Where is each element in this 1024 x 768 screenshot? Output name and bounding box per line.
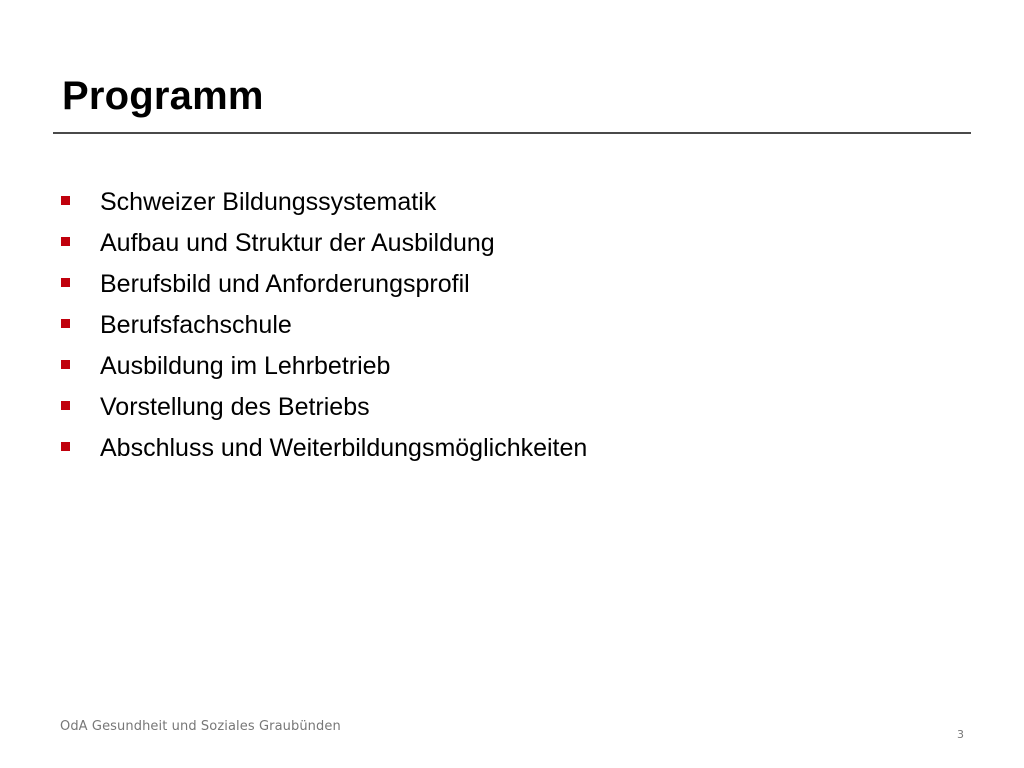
square-bullet-icon	[61, 401, 70, 410]
list-item	[61, 305, 587, 346]
list-item-text: Schweizer Bildungssystematik	[100, 188, 437, 216]
square-bullet-icon	[61, 196, 70, 205]
list-item-text: Ausbildung im Lehrbetrieb	[100, 352, 391, 380]
square-bullet-icon	[61, 278, 70, 287]
agenda-list	[61, 182, 587, 469]
square-bullet-icon	[61, 360, 70, 369]
list-item	[61, 264, 587, 305]
list-item-text: Abschluss und Weiterbildungsmöglichkeiten	[100, 434, 588, 462]
list-item	[61, 428, 587, 469]
list-item	[61, 182, 587, 223]
list-item-text: Vorstellung des Betriebs	[100, 393, 370, 421]
square-bullet-icon	[61, 442, 70, 451]
slide-title: Programm	[62, 74, 264, 118]
square-bullet-icon	[61, 319, 70, 328]
list-item	[61, 223, 587, 264]
footer-organization: OdA Gesundheit und Soziales Graubünden	[60, 719, 341, 734]
list-item	[61, 387, 587, 428]
page-number: 3	[957, 728, 964, 741]
square-bullet-icon	[61, 237, 70, 246]
list-item-text: Berufsbild und Anforderungsprofil	[100, 270, 470, 298]
list-item-text: Berufsfachschule	[100, 311, 292, 339]
title-divider	[53, 132, 971, 134]
list-item-text: Aufbau und Struktur der Ausbildung	[100, 229, 495, 257]
list-item	[61, 346, 587, 387]
